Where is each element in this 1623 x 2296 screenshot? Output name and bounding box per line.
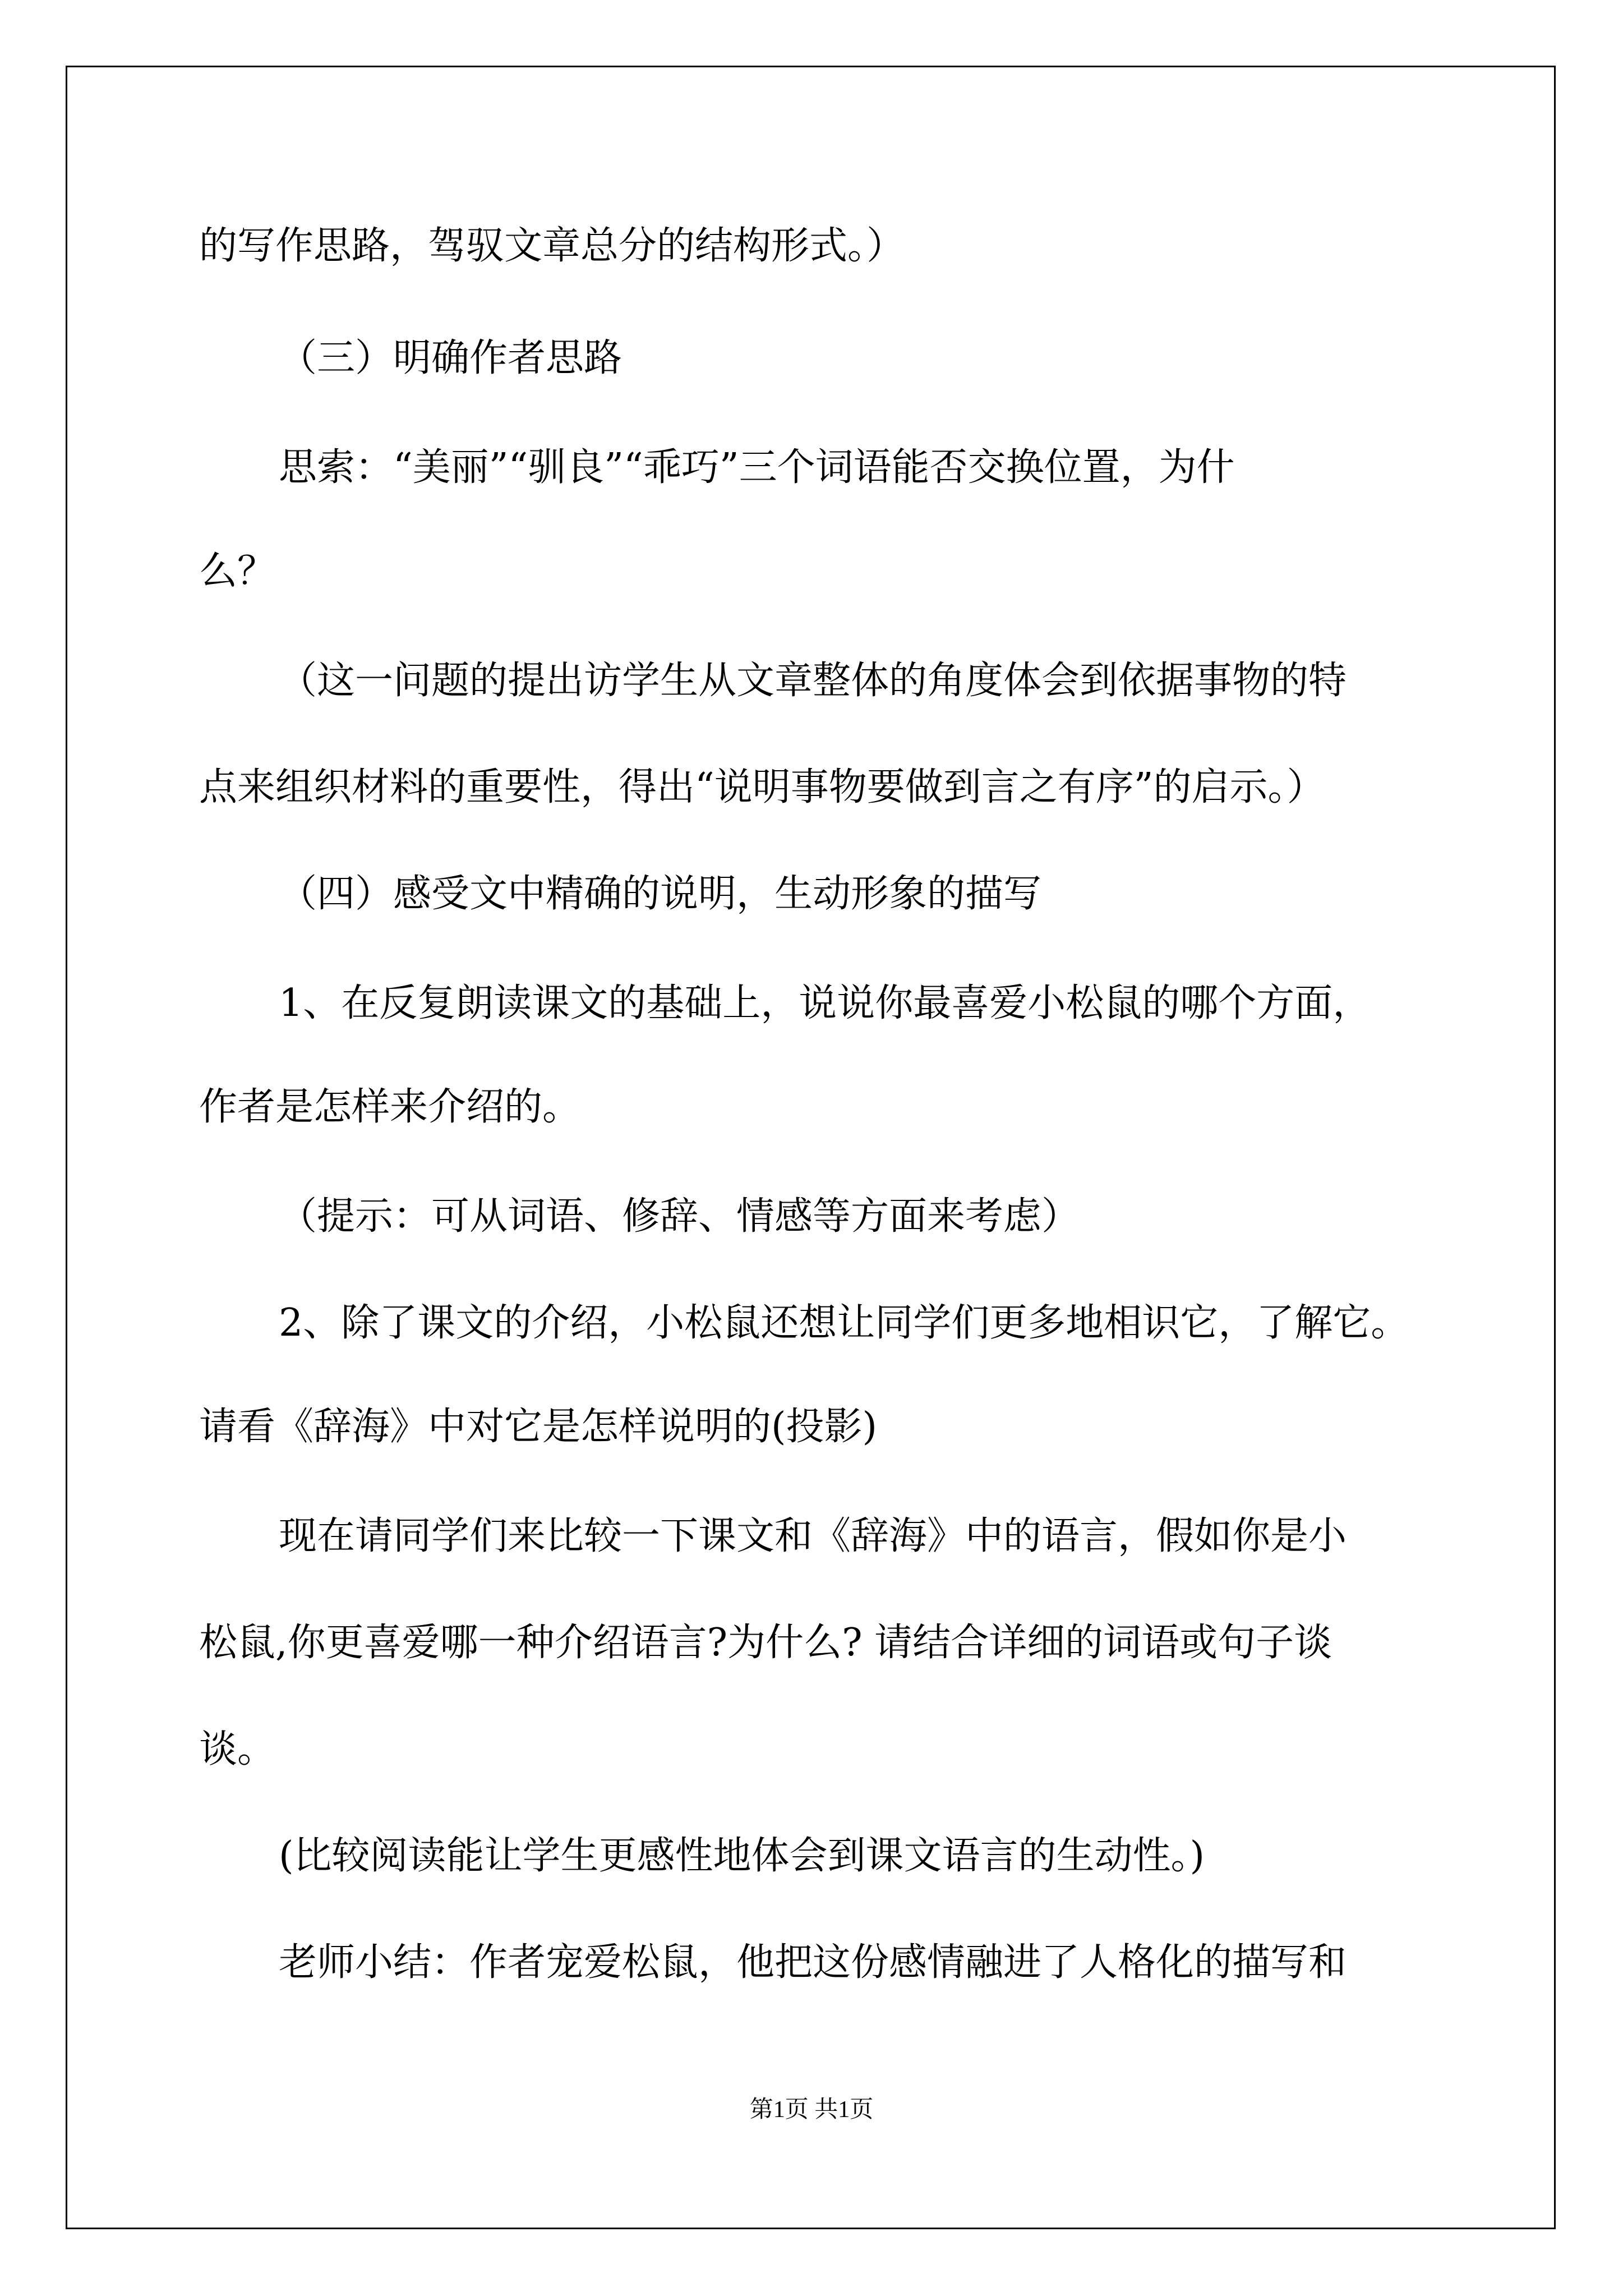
page-number: 第1页 共1页 xyxy=(749,2097,874,2123)
section-heading: （四）感受文中精确的说明，生动形象的描写 xyxy=(279,872,1042,916)
text-line: 现在请同学们来比较一下课文和《辞海》中的语言，假如你是小 xyxy=(279,1514,1347,1558)
section-heading: （三）明确作者思路 xyxy=(279,336,623,380)
text-line: （提示：可从词语、修辞、情感等方面来考虑） xyxy=(279,1194,1080,1239)
text-line: 1、在反复朗读课文的基础上，说说你最喜爱小松鼠的哪个方面， xyxy=(279,981,1371,1025)
text-line: 松鼠,你更喜爱哪一种介绍语言?为什么? 请结合详细的词语或句子谈 xyxy=(199,1621,1332,1665)
text-line: 谈。 xyxy=(199,1727,276,1772)
text-line: 请看《辞海》中对它是怎样说明的(投影) xyxy=(199,1405,878,1449)
text-line: 2、除了课文的介绍，小松鼠还想让同学们更多地相识它，了解它。 xyxy=(279,1301,1409,1345)
text-line: (比较阅读能让学生更感性地体会到课文语言的生动性。) xyxy=(279,1834,1205,1878)
text-line: 点来组织材料的重要性，得出“说明事物要做到言之有序”的启示。） xyxy=(199,765,1325,809)
text-line: 思索：“美丽”“驯良”“乖巧”三个词语能否交换位置，为什 xyxy=(279,445,1235,490)
text-line: 作者是怎样来介绍的。 xyxy=(199,1085,581,1129)
page-border xyxy=(66,66,1556,2229)
text-line: （这一问题的提出访学生从文章整体的角度体会到依据事物的特 xyxy=(279,659,1347,703)
text-line: 么？ xyxy=(199,549,276,593)
text-line: 的写作思路，驾驭文章总分的结构形式。） xyxy=(199,224,905,268)
text-line: 老师小结：作者宠爱松鼠，他把这份感情融进了人格化的描写和 xyxy=(279,1940,1347,1985)
